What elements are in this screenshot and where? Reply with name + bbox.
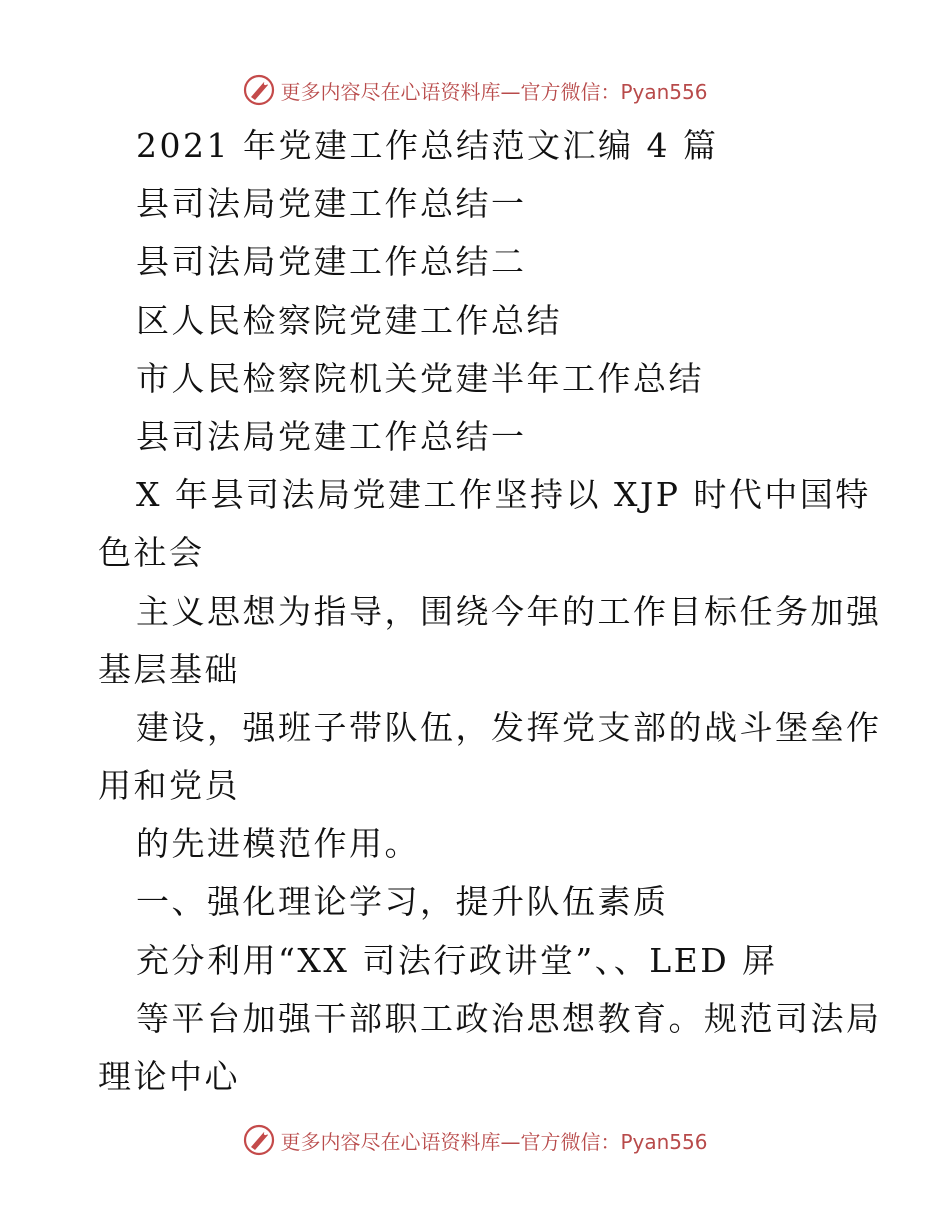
paragraph-line: 色社会 [98, 533, 205, 573]
toc-item-4: 市人民检察院机关党建半年工作总结 [136, 358, 704, 398]
paragraph-line: X 年县司法局党建工作坚持以 XJP 时代中国特 [136, 475, 871, 515]
toc-item-3: 区人民检察院党建工作总结 [136, 300, 562, 340]
paragraph-line: 充分利用“XX 司法行政讲堂”、、LED 屏 [136, 940, 778, 980]
paragraph-line: 建设，强班子带队伍，发挥党支部的战斗堡垒作 [136, 707, 882, 747]
red-pen-nib-logo-icon [242, 73, 276, 107]
paragraph-line: 用和党员 [98, 766, 240, 806]
paragraph-line: 等平台加强干部职工政治思想教育。规范司法局 [136, 998, 882, 1038]
document-body [98, 117, 882, 1106]
paragraph-line: 的先进模范作用。 [136, 824, 420, 864]
subsection-heading: 一、强化理论学习，提升队伍素质 [136, 882, 669, 922]
header-banner-text: 更多内容尽在心语资料库—官方微信：Pyan556 [280, 79, 708, 104]
toc-item-2: 县司法局党建工作总结二 [136, 242, 527, 282]
document-title: 2021 年党建工作总结范文汇编 4 篇 [136, 126, 719, 165]
red-pen-nib-logo-icon [242, 1123, 276, 1157]
footer-banner [0, 1120, 950, 1160]
header-banner [0, 70, 950, 110]
paragraph-line: 基层基础 [98, 649, 240, 689]
paragraph-line: 理论中心 [98, 1057, 240, 1096]
section-heading: 县司法局党建工作总结一 [136, 416, 527, 456]
footer-banner-text: 更多内容尽在心语资料库—官方微信：Pyan556 [280, 1129, 708, 1154]
paragraph-line: 主义思想为指导，围绕今年的工作目标任务加强 [136, 591, 882, 631]
toc-item-1: 县司法局党建工作总结一 [136, 184, 527, 224]
